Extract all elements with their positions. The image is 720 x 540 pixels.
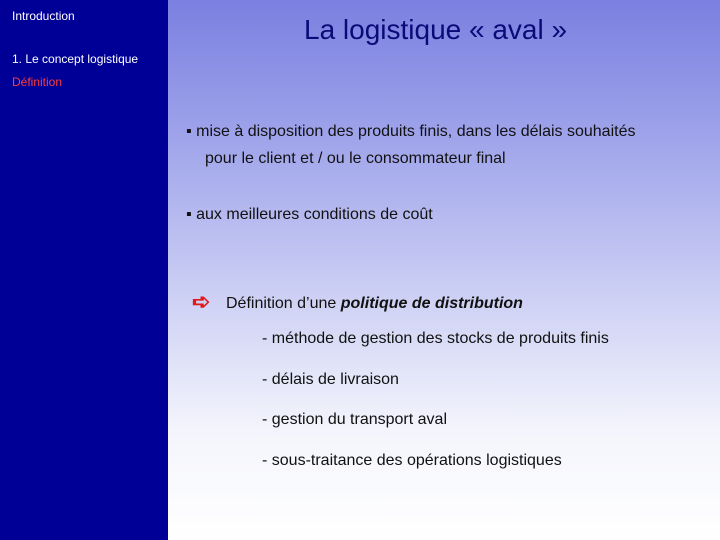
definition-prefix: Définition d’une: [226, 295, 341, 312]
arrow-right-icon: ➪: [192, 289, 211, 314]
sub-item: - sous-traitance des opérations logistiques: [262, 452, 562, 469]
bullet-1-line-2: pour le client et / ou le consommateur final: [205, 150, 506, 167]
definition-emphasis: politique de distribution: [340, 295, 523, 312]
sidebar-item-definition[interactable]: Définition: [12, 75, 63, 89]
sub-item: - méthode de gestion des stocks de produits finis: [262, 330, 609, 347]
sub-item: - gestion du transport aval: [262, 411, 447, 428]
slide-title: La logistique « aval »: [304, 14, 568, 45]
sidebar-item-concept-logistique[interactable]: 1. Le concept logistique: [12, 52, 139, 66]
bullet-2: ▪ aux meilleures conditions de coût: [186, 206, 433, 223]
sidebar-item-introduction[interactable]: Introduction: [12, 9, 75, 23]
definition-row: [192, 288, 523, 314]
sidebar: [0, 0, 168, 540]
bullet-1-line-1: ▪ mise à disposition des produits finis, dans les délais souhaités: [186, 123, 636, 140]
sub-item: - délais de livraison: [262, 371, 399, 388]
